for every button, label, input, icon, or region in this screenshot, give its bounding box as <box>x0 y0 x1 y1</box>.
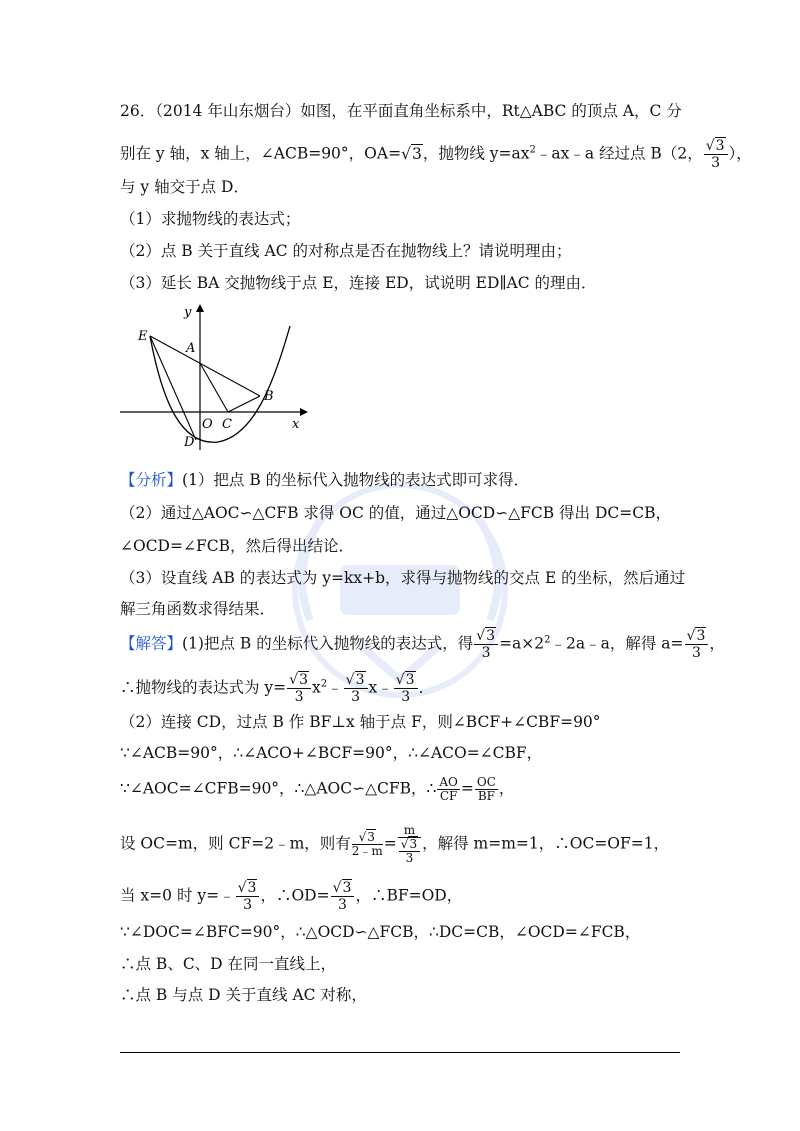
analysis-line-1: 【分析】(1）把点 B 的坐标代入抛物线的表达式即可求得． <box>120 471 530 489</box>
label-A: A <box>186 341 196 356</box>
fraction: $\frac{AO}{CF}$ <box>439 775 458 803</box>
fraction: $\frac{√3}{3}$ <box>474 628 498 661</box>
label-D: D <box>184 435 195 450</box>
solution-line-10: ∴点 B 与点 D 关于直线 AC 对称， <box>120 986 367 1004</box>
question-3: （3）延长 BA 交抛物线于点 E，连接 ED，试说明 ED∥AC 的理由． <box>120 274 597 292</box>
question-1: （1）求抛物线的表达式； <box>120 210 301 228</box>
solution-line-2: ∴抛物线的表达式为 y= $\frac{√3}{3}$ $x^2﹣$ $\frac{√3}{3}$ x﹣ $\frac{√3}{3}$ ． <box>120 672 435 705</box>
label-y: y <box>184 305 192 320</box>
fraction: $\frac{√3}{3}$ <box>394 672 418 705</box>
fraction: $\frac{√3}{3}$ <box>344 672 368 705</box>
solution-line-6: 设 OC=m，则 CF=2﹣m，则有 $\frac{√3}{2﹣m}$ = $\frac{m}{\frac{√3}{3}}$ ，解得 m=m=1，∴OC=OF=1， <box>120 823 670 865</box>
label-x: x <box>292 417 300 432</box>
problem-line-2: 别在 y 轴，x 轴上，∠ACB=90°，OA=√3，抛物线 $y=ax^2﹣ax﹣a$ 经过点 B（2， $\frac{√3}{3}$ ）， <box>120 138 752 171</box>
fraction: $\frac{√3}{3}$ <box>236 880 260 913</box>
solution-line-7: 当 x=0 时 y=﹣ $\frac{√3}{3}$ ，∴OD= $\frac{√3}{3}$ ，∴BF=OD， <box>120 880 463 913</box>
analysis-line-2: （2）通过△AOC∽△CFB 求得 OC 的值，通过△OCD∽△FCB 得出 DC=CB， <box>120 504 672 522</box>
line-EB <box>150 336 260 396</box>
problem-line-1: 26．（2014 年山东烟台）如图，在平面直角坐标系中，Rt△ABC 的顶点 A，C 分 <box>120 102 682 120</box>
y-axis-arrow-icon <box>196 304 204 312</box>
fraction: $\frac{√3}{2﹣m}$ <box>351 830 383 858</box>
label-B: B <box>264 389 274 404</box>
geometry-figure <box>118 296 318 452</box>
solution-tag: 【解答】 <box>120 634 183 653</box>
solution-line-8: ∵∠DOC=∠BFC=90°，∴△OCD∽△FCB，∴DC=CB，∠OCD=∠FCB， <box>120 923 641 941</box>
fraction: $\frac{√3}{3}$ <box>685 628 709 661</box>
footer-rule <box>120 1052 680 1053</box>
fraction: $\frac{√3}{3}$ <box>331 880 355 913</box>
fraction: $\frac{√3}{3}$ <box>287 672 311 705</box>
solution-line-9: ∴点 B、C、D 在同一直线上， <box>120 955 337 973</box>
solution-line-5: ∵∠AOC=∠CFB=90°，∴△AOC∽△CFB，∴ $\frac{AO}{CF}$ = $\frac{OC}{BF}$ ， <box>120 775 515 803</box>
fraction: $\frac{OC}{BF}$ <box>476 775 496 803</box>
x-axis-arrow-icon <box>300 408 308 416</box>
analysis-line-5: 解三角函数求得结果． <box>120 600 276 618</box>
solution-line-3: （2）连接 CD，过点 B 作 BF⊥x 轴于点 F，则∠BCF+∠CBF=90° <box>120 713 601 731</box>
analysis-tag: 【分析】 <box>120 471 183 489</box>
compound-fraction: $\frac{m}{\frac{√3}{3}}$ <box>398 824 421 865</box>
label-O: O <box>202 417 213 432</box>
problem-line-3: 与 y 轴交于点 D． <box>120 178 249 196</box>
analysis-line-3: ∠OCD=∠FCB，然后得出结论． <box>120 537 354 555</box>
solution-line-4: ∵∠ACB=90°，∴∠ACO+∠BCF=90°，∴∠ACO=∠CBF， <box>120 744 543 762</box>
label-E: E <box>138 329 148 344</box>
label-C: C <box>222 417 232 432</box>
sqrt-expression: √3 <box>401 144 422 163</box>
fraction: $\frac{√3}{3}$ <box>704 138 728 171</box>
question-2: （2）点 B 关于直线 AC 的对称点是否在抛物线上？请说明理由； <box>120 242 572 260</box>
line-CB <box>228 396 260 412</box>
solution-line-1: 【解答】(1)把点 B 的坐标代入抛物线的表达式，得 $\frac{√3}{3}$ $=a\times 2^2﹣2a﹣a$，解得 a= $\frac{√3}{3}$ ， <box>120 628 725 661</box>
analysis-line-4: （3）设直线 AB 的表达式为 y=kx+b，求得与抛物线的交点 E 的坐标，然后通过 <box>120 569 686 587</box>
